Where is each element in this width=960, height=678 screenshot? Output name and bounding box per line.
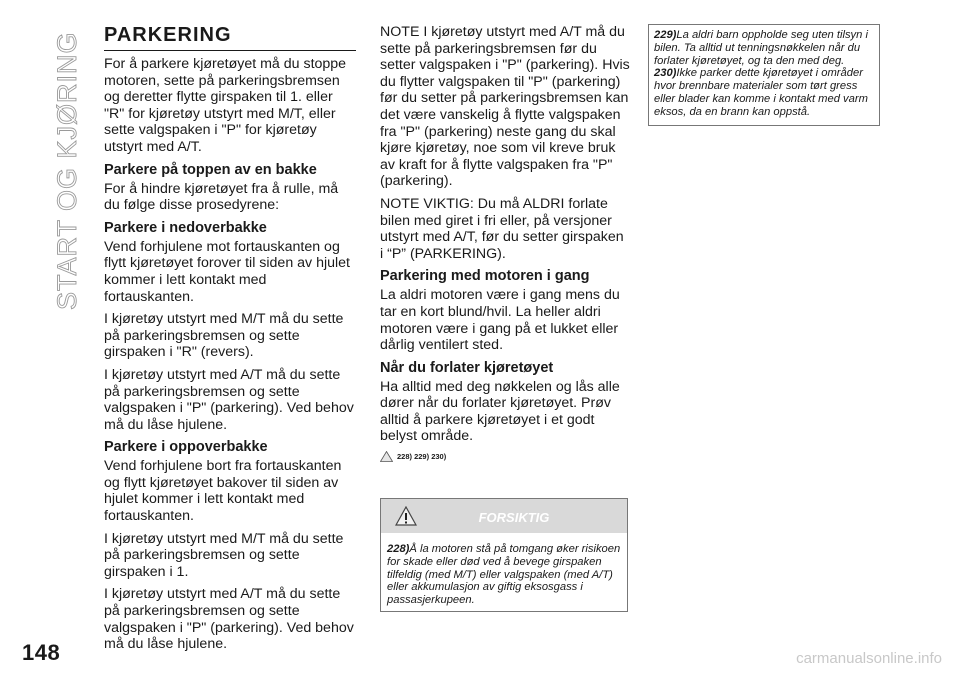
warning-box xyxy=(380,498,628,612)
warning-230-text: Ikke parker dette kjøretøyet i områder hvor brennbare materialer som tørt gress eller blader kan komme i kontakt med varm eksos, da en brann kan oppstå. xyxy=(654,67,868,118)
paragraph-uphill-2: I kjøretøy utstyrt med M/T må du sette på parkeringsbremsen og sette girspaken i 1. xyxy=(104,530,344,580)
paragraph-downhill-2: I kjøretøy utstyrt med M/T må du sette på parkeringsbremsen og sette girspaken i "R" (revers). xyxy=(104,311,344,361)
section-title: PARKERING xyxy=(104,24,356,51)
warning-label: FORSIKTIG xyxy=(478,510,550,526)
note-important: NOTE VIKTIG: Du må ALDRI forlate bilen med giret i fri eller, på versjoner utstyrt med A/T, før du setter girspaken i “P” (PARKERING). xyxy=(380,195,624,262)
paragraph-uphill-3: I kjøretøy utstyrt med A/T må du sette på parkeringsbremsen og sette valgspaken i "P" (parkering). Ved behov må du låse hjulene. xyxy=(104,586,354,653)
warning-continued-box xyxy=(648,24,880,126)
chapter-side-title-text: START OG KJØRING xyxy=(52,31,82,310)
warning-229 xyxy=(654,29,874,67)
warning-230-number: 230) xyxy=(654,67,677,80)
warning-228-number: 228) xyxy=(387,543,410,556)
warning-230 xyxy=(654,67,874,118)
note-parking-brake: NOTE I kjøretøy utstyrt med A/T må du sette på parkeringsbremsen før du setter valgspaken i "P" (parkering). Hvis du flytter valgspaken til "P" (parkering) før du setter på parkeringsbremsen kan det være vanskelig å flytte valgspaken fra "P" (parkering) neste gang du skal kjøre kjøretøy, noe som vil kreve bruk av kraft for å flytte valgspaken fra "P" (parkering). xyxy=(380,24,630,190)
paragraph-hill-top: For å hindre kjøretøyet fra å rulle, må du følge disse prosedyrene: xyxy=(104,180,339,214)
heading-engine-running: Parkering med motoren i gang xyxy=(380,268,590,285)
intro-paragraph: For å parkere kjøretøyet må du stoppe motoren, sette på parkeringsbremsen og deretter flytte girspaken til 1. eller "R" for kjøretøy utstyrt med M/T, eller sette valgspaken i "P" for kjøretøy utstyrt med A/T. xyxy=(104,56,347,155)
paragraph-downhill-1: Vend forhjulene mot fortauskanten og flytt kjøretøyet forover til siden av hjulet kommer i lett kontakt med fortauskanten. xyxy=(104,238,351,305)
chapter-side-title xyxy=(50,20,80,320)
warning-references xyxy=(380,451,630,462)
warning-228 xyxy=(381,533,627,611)
warning-header xyxy=(381,499,627,533)
heading-uphill: Parkere i oppoverbakke xyxy=(104,439,268,456)
paragraph-downhill-3: I kjøretøy utstyrt med A/T må du sette på parkeringsbremsen og sette valgspaken i "P" (parkering). Ved behov må du låse hjulene. xyxy=(104,366,354,433)
watermark: carmanualsonline.info xyxy=(796,650,942,667)
column-2 xyxy=(380,24,630,612)
paragraph-leaving-vehicle: Ha alltid med deg nøkkelen og lås alle dører når du forlater kjøretøyet. Prøv alltid å parkere kjøretøyet i et godt belyst område. xyxy=(380,378,620,445)
warning-reference-numbers: 228) 229) 230) xyxy=(397,452,447,462)
column-3 xyxy=(648,24,880,126)
heading-hill-top: Parkere på toppen av en bakke xyxy=(104,161,317,178)
paragraph-engine-running: La aldri motoren være i gang mens du tar en kort blund/hvil. La heller aldri motoren være i gang på et lukket eller dårlig ventilert sted. xyxy=(380,287,620,354)
heading-downhill: Parkere i nedoverbakke xyxy=(104,219,267,236)
page-number: 148 xyxy=(22,640,61,665)
heading-leaving-vehicle: Når du forlater kjøretøyet xyxy=(380,359,554,376)
warning-triangle-icon xyxy=(380,451,393,462)
column-1 xyxy=(104,24,356,659)
warning-229-text: La aldri barn oppholde seg uten tilsyn i bilen. Ta alltid ut tenningsnøkkelen når du forlater kjøretøyet, og ta den med deg. xyxy=(654,29,868,67)
warning-228-text: Å la motoren stå på tomgang øker risikoen for skade eller død ved å bevege girspaken tilfeldig (med M/T) eller valgspaken (med A/T) eller akkumulasjon av giftig eksosgass i passasjerkupeen. xyxy=(387,543,621,607)
warning-229-number: 229) xyxy=(654,29,677,41)
paragraph-uphill-1: Vend forhjulene bort fra fortauskanten og flytt kjøretøyet bakover til siden av hjulet kommer i lett kontakt med fortauskanten. xyxy=(104,458,342,525)
